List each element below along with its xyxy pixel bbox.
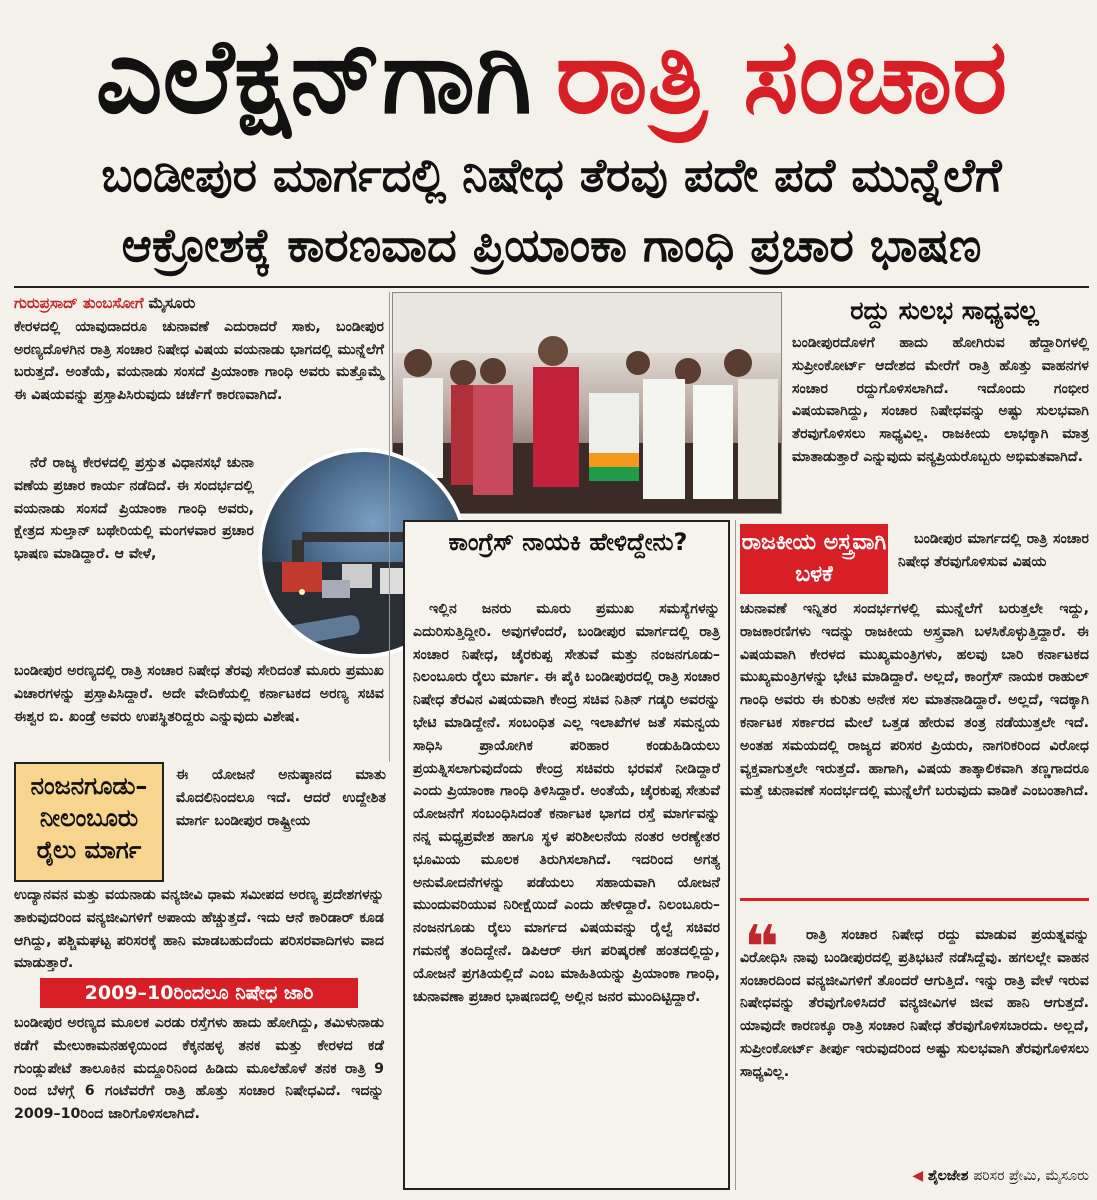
rail-text-bottom: ಉದ್ಯಾನವನ ಮತ್ತು ವಯನಾಡು ವನ್ಯಜೀವಿ ಧಾಮ ಸಮೀಪದ ಅರಣ್ಯ ಪ್ರದೇಶಗಳನ್ನು ತಾಕುವುದರಿಂದ ವನ್ಯಜೀವಿಗಳಿಗೆ ಅಪಾಯ ಹೆಚ್ಚುತ್ತದೆ. ಇದು ಆನೆ ಕಾರಿಡಾರ್ ಕೂಡ ಆಗಿದ್ದು, ಪಶ್ಚಿಮಘಟ್ಟ ಪರಿಸರಕ್ಕೆ ಹಾನಿ ಮಾಡಬಹುದೆಂದು ಪರಿಸರವಾದಿಗಳು ವಾದ ಮಾಡುತ್ತಾರೆ. (14, 887, 384, 972)
deck-line-2: ಆಕ್ರೋಶಕ್ಕೆ ಕಾರಣವಾದ ಪ್ರಿಯಾಂಕಾ ಗಾಂಧಿ ಪ್ರಚಾರ ಭಾಷಣ (121, 218, 982, 272)
attribution-name: ಶೈಲಜೇಶ (928, 1168, 969, 1184)
left-paragraph-1: ಕೇರಳದಲ್ಲಿ ಯಾವುದಾದರೂ ಚುನಾವಣೆ ಎದುರಾದರೆ ಸಾಕು, ಬಂಡೀಪುರ ಅರಣ್ಯದೊಳಗಿನ ರಾತ್ರಿ ಸಂಚಾರ ನಿಷೇಧ ವಿಷಯ ವಯನಾಡು ಭಾಗದಲ್ಲಿ ಮುನ್ನೆಲೆಗೆ ಬರುತ್ತದೆ. ಅಂತೆಯೆ, ವಯನಾಡು ಸಂಸದೆ ಪ್ರಿಯಾಂಕಾ ಗಾಂಧಿ ಅವರು ಮತ್ತೊಮ್ಮೆ ಈ ವಿಷಯವನ್ನು ಪ್ರಸ್ತಾಪಿಸಿರುವುದು ಚರ್ಚೆಗೆ ಕಾರಣವಾಗಿದೆ. (14, 318, 384, 404)
quote-top-rule (740, 898, 1089, 901)
left-paragraph-2a: ನೆರೆ ರಾಜ್ಯ ಕೇರಳದಲ್ಲಿ ಪ್ರಸ್ತುತ ವಿಧಾನಸಭೆ ಚುನಾ ವಣೆಯ ಪ್ರಚಾರ ಕಾರ್ಯ ನಡೆದಿದೆ. ಈ ಸಂದರ್ಭದಲ್ಲಿ ವಯನಾಡು ಸಂಸದೆ ಪ್ರಿಯಾಂಕಾ ಗಾಂಧಿ ಅವರು, ಕ್ಷೇತ್ರದ ಸುಲ್ತಾನ್ ಬಥೇರಿಯಲ್ಲಿ ಮಂಗಳವಾರ ಪ್ರಚಾರ ಭಾಷಣ ಮಾಡಿದ್ದಾರೆ. ಆ ವೇಳೆ, (14, 455, 254, 563)
headline-part2: ರಾತ್ರಿ ಸಂಚಾರ (555, 15, 1008, 137)
political-weapon-text: ಚುನಾವಣೆ ಇನ್ನಿತರ ಸಂದರ್ಭಗಳಲ್ಲಿ ಮುನ್ನೆಲೆಗೆ ಬರುತ್ತಲೇ ಇದ್ದು, ರಾಜಕಾರಣಿಗಳು ಇದನ್ನು ರಾಜಕೀಯ ಅಸ್ತ್ರವಾಗಿ ಬಳಸಿಕೊಳ್ಳುತ್ತಿದ್ದಾರೆ. ಈ ವಿಷಯವಾಗಿ ಕೇರಳದ ಮುಖ್ಯಮಂತ್ರಿಗಳು, ಹಲವು ಬಾರಿ ಕರ್ನಾಟಕದ ಮುಖ್ಯಮಂತ್ರಿಗಳನ್ನು ಭೇಟಿ ಮಾಡಿದ್ದಾರೆ. ಅಲ್ಲದೆ, ಕಾಂಗ್ರೆಸ್ ನಾಯಕ ರಾಹುಲ್ ಗಾಂಧಿ ಅವರು ಈ ಕುರಿತು ಅನೇಕ ಸಲ ಮಾತನಾಡಿದ್ದಾರೆ. ಅಲ್ಲದೆ, ಇದಕ್ಕಾಗಿ ಕರ್ನಾಟಕ ಸರ್ಕಾರದ ಮೇಲೆ ಒತ್ತಡ ಹೇರುವ ತಂತ್ರ ನಡೆಯುತ್ತಲೇ ಇದೆ. ಅಂತಹ ಸಮಯದಲ್ಲಿ ರಾಜ್ಯದ ಪರಿಸರ ಪ್ರಿಯರು, ನಾಗರಿಕರಿಂದ ವಿರೋಧ ವ್ಯಕ್ತವಾಗುತ್ತಲೇ ಇರುತ್ತದೆ. ಹಾಗಾಗಿ, ವಿಷಯ ತಾತ್ಕಾಲಿಕವಾಗಿ ತಣ್ಣಗಾದರೂ ಮತ್ತೆ ಚುನಾವಣೆ ಸಂದರ್ಭದಲ್ಲಿ ಮುನ್ನೆಲೆಗೆ ಬರುವುದು ವಾಡಿಕೆ ಎಂಬಂತಾಗಿದೆ. (740, 601, 1089, 800)
quote-attribution (830, 1168, 1089, 1184)
left-paragraph-2b: ಬಂಡೀಪುರ ಅರಣ್ಯದಲ್ಲಿ ರಾತ್ರಿ ಸಂಚಾರ ನಿಷೇಧ ತೆರವು ಸೇರಿದಂತೆ ಮೂರು ಪ್ರಮುಖ ವಿಚಾರಗಳನ್ನು ಪ್ರಸ್ತಾಪಿಸಿದ್ದಾರೆ. ಅದೇ ವೇದಿಕೆಯಲ್ಲಿ ಕರ್ನಾಟಕದ ಅರಣ್ಯ ಸಚಿವ ಈಶ್ವರ ಬಿ. ಖಂಡ್ರೆ ಅವರು ಉಪಸ್ಥಿತರಿದ್ದರು ಎನ್ನುವುದು ವಿಶೇಷ. (14, 663, 384, 725)
not-easy-text: ಬಂಡೀಪುರದೊಳಗೆ ಹಾದು ಹೋಗಿರುವ ಹೆದ್ದಾರಿಗಳಲ್ಲಿ ಸುಪ್ರೀಂಕೋರ್ಟ್ ಆದೇಶದ ಮೇರೆಗೆ ರಾತ್ರಿ ಹೊತ್ತು ವಾಹನಗಳ ಸಂಚಾರ ರದ್ದುಗೊಳಿಸಲಾಗಿದೆ. ಇದೊಂದು ಗಂಭೀರ ವಿಷಯವಾಗಿದ್ದು, ಸಂಚಾರ ನಿಷೇಧವನ್ನು ಅಷ್ಟು ಸುಲಭವಾಗಿ ತೆರವುಗೊಳಿಸಲು ಸಾಧ್ಯವಿಲ್ಲ. ರಾಜಕೀಯ ಲಾಭಕ್ಕಾಗಿ ಮಾತ್ರ ಮಾತಾಡುತ್ತಾರೆ ಎನ್ನುವುದು ವನ್ಯಪ್ರಿಯರೊಬ್ಬರು ಅಭಿಮತವಾಗಿದೆ. (792, 335, 1089, 465)
quote-mark-icon: ❝ (744, 913, 780, 983)
byline-place: ಮೈಸೂರು (148, 294, 196, 312)
attribution-arrow-icon: ◀ (912, 1168, 924, 1184)
quote-text: ರಾತ್ರಿ ಸಂಚಾರ ನಿಷೇಧ ರದ್ದು ಮಾಡುವ ಪ್ರಯತ್ನವನ್ನು ವಿರೋಧಿಸಿ ನಾವು ಬಂಡೀಪುರದಲ್ಲಿ ಪ್ರತಿಭಟನೆ ನಡೆಸಿದ್ದೆವು. ಹಗಲಲ್ಲೇ ವಾಹನ ಸಂಚಾರದಿಂದ ವನ್ಯಜೀವಿಗಳಿಗೆ ತೊಂದರೆ ಆಗುತ್ತಿದೆ. ಇನ್ನು ರಾತ್ರಿ ವೇಳೆ ಇರುವ ನಿಷೇಧವನ್ನು ತೆರವುಗೊಳಿಸಿದರೆ ವನ್ಯಜೀವಿಗಳ ಜೀವ ಹಾನಿ ಆಗುತ್ತದೆ. ಯಾವುದೇ ಕಾರಣಕ್ಕೂ ರಾತ್ರಿ ಸಂಚಾರ ನಿಷೇಧ ತೆರವುಗೊಳಿಸಬಾರದು. ಅಲ್ಲದೆ, ಸುಪ್ರೀಂಕೋರ್ಟ್ ತೀರ್ಪು ಇರುವುದರಿಂದ ಅಷ್ಟು ಸುಲಭವಾಗಿ ತೆರವುಗೊಳಿಸಲು ಸಾಧ್ಯವಿಲ್ಲ. (740, 927, 1089, 1080)
main-headline (14, 6, 1089, 146)
congress-box-text: ಇಲ್ಲಿನ ಜನರು ಮೂರು ಪ್ರಮುಖ ಸಮಸ್ಯೆಗಳನ್ನು ಎದುರಿಸುತ್ತಿದ್ದೀರಿ. ಅವುಗಳೆಂದರೆ, ಬಂಡೀಪುರ ಮಾರ್ಗದಲ್ಲಿ ರಾತ್ರಿ ಸಂಚಾರ ನಿಷೇಧ, ಚೈರಕುಪ್ಪ ಸೇತುವೆ ಮತ್ತು ನಂಜನಗೂಡು–ನಿಲಂಬೂರು ರೈಲು ಮಾರ್ಗ. ಈ ಪೈಕಿ ಬಂಡೀಪುರದಲ್ಲಿ ರಾತ್ರಿ ಸಂಚಾರ ನಿಷೇಧ ತೆರವಿನ ವಿಷಯವಾಗಿ ಕೇಂದ್ರ ಸಚಿವ ನಿತಿನ್ ಗಡ್ಕರಿ ಅವರನ್ನು ಭೇಟಿ ಮಾಡಿದ್ದೇನೆ. ಸಂಬಂಧಿತ ಎಲ್ಲ ಇಲಾಖೆಗಳ ಜತೆ ಸಮನ್ವಯ ಸಾಧಿಸಿ ಪ್ರಾಯೋಗಿಕ ಪರಿಹಾರ ಕಂಡುಹಿಡಿಯಲು ಪ್ರಯತ್ನಿಸಲಾಗುವುದೆಂದು ಕೇಂದ್ರ ಸಚಿವರು ಭರವಸೆ ನೀಡಿದ್ದಾರೆ ಎಂದು ಪ್ರಿಯಾಂಕಾ ಗಾಂಧಿ ತಿಳಿಸಿದ್ದಾರೆ. ಅಂತೆಯೆ, ಚೈರಕುಪ್ಪ ಸೇತುವೆ ಯೋಜನೆಗೆ ಸಂಬಂಧಿಸಿದಂತೆ ಕರ್ನಾಟಕ ಭಾಗದ ರಸ್ತೆ ಮಾರ್ಗವನ್ನು ನನ್ನ ಮಧ್ಯಪ್ರವೇಶ ಹಾಗೂ ಸ್ಥಳ ಪರಿಶೀಲನೆಯ ನಂತರ ಅರಣ್ಯೇತರ ಭೂಮಿಯ ಮೂಲಕ ತಿರುಗಿಸಲಾಗಿದೆ. ಇದರಿಂದ ಅಗತ್ಯ ಅನುಮೋದನೆಗಳನ್ನು ಪಡೆಯಲು ಸಹಾಯವಾಗಿ ಯೋಜನೆ ಮುಂದುವರಿಯುವ ನಿರೀಕ್ಷೆಯಿದೆ ಎಂದು ಹೇಳಿದ್ದಾರೆ. ನಿಲಂಬೂರು–ನಂಜನಗೂಡು ರೈಲು ಮಾರ್ಗದ ವಿಷಯವನ್ನು ರೈಲ್ವೆ ಸಚಿವರ ಗಮನಕ್ಕೆ ತಂದಿದ್ದೇನೆ. ಡಿಪಿಆರ್ ಈಗ ಪರಿಷ್ಕರಣೆ ಹಂತದಲ್ಲಿದ್ದು, ಯೋಜನೆ ಪ್ರಗತಿಯಲ್ಲಿದೆ ಎಂಬ ಮಾಹಿತಿಯನ್ನು ಪ್ರಿಯಾಂಕಾ ಗಾಂಧಿ, ಚುನಾವಣಾ ಪ್ರಚಾರ ಭಾಷಣದಲ್ಲಿ ಅಲ್ಲಿನ ಜನರ ಮುಂದಿಟ್ಟಿದ್ದಾರೆ. (413, 601, 720, 1005)
rally-photo-graphic (393, 293, 782, 514)
political-weapon-heading: ರಾಜಕೀಯ ಅಸ್ತ್ರವಾಗಿ ಬಳಕೆ (740, 524, 888, 594)
rail-text-top: ಈ ಯೋಜನೆ ಅನುಷ್ಠಾನದ ಮಾತು ಮೊದಲಿನಿಂದಲೂ ಇದೆ. ಆದರೆ ಉದ್ದೇಶಿತ ಮಾರ್ಗ ಬಂಡೀಪುರ ರಾಷ್ಟ್ರೀಯ (176, 767, 386, 829)
ban-since-text: ಬಂಡೀಪುರ ಅರಣ್ಯದ ಮೂಲಕ ಎರಡು ರಸ್ತೆಗಳು ಹಾದು ಹೋಗಿದ್ದು, ತಮಿಳುನಾಡು ಕಡೆಗೆ ಮೇಲುಕಾಮನಹಳ್ಳಿಯಿಂದ ಕೆಕ್ಕನಹಳ್ಳ ತನಕ ಮತ್ತು ಕೇರಳದ ಕಡೆ ಗುಂಡ್ಲುಪೇಟೆ ತಾಲೂಕಿನ ಮದ್ದೂರಿನಿಂದ ಹಿಡಿದು ಮೂಲೆಹೊಳೆ ತನಕ ರಾತ್ರಿ 9 ರಿಂದ ಬೆಳಗ್ಗೆ 6 ಗಂಟೆವರೆಗೆ ರಾತ್ರಿ ಹೊತ್ತು ಸಂಚಾರ ನಿಷೇಧವಿದೆ. ಇದನ್ನು 2009–10ರಿಂದ ಜಾರಿಗೊಳಿಸಲಾಗಿದೆ. (14, 1015, 384, 1123)
left-column-top (14, 292, 384, 407)
not-easy-heading: ರದ್ದು ಸುಲಭ ಸಾಧ್ಯವಲ್ಲ (850, 296, 1039, 325)
rail-line-heading: ನಂಜನಗೂಡು– ನೀಲಂಬೂರು ರೈಲು ಮಾರ್ಗ (14, 762, 164, 882)
headline-part1: ಎಲೆಕ್ಷನ್‌ಗಾಗಿ (95, 15, 532, 137)
column-divider-right (735, 520, 736, 1190)
headline-rule (14, 286, 1089, 288)
byline-author: ಗುರುಪ್ರಸಾದ್ ತುಂಬಸೋಗೆ (14, 294, 144, 312)
political-weapon-text-top: ಬಂಡೀಪುರ ಮಾರ್ಗದಲ್ಲಿ ರಾತ್ರಿ ಸಂಚಾರ ನಿಷೇಧ ತೆರವುಗೊಳಿಸುವ ವಿಷಯ (898, 531, 1089, 570)
campaign-rally-photo (392, 292, 782, 514)
attribution-role: ಪರಿಸರ ಪ್ರೇಮಿ, ಮೈಸೂರು (973, 1168, 1089, 1184)
ban-since-heading: 2009–10ರಿಂದಲೂ ನಿಷೇಧ ಜಾರಿ (40, 978, 358, 1008)
congress-box-title: ಕಾಂಗ್ರೆಸ್ ನಾಯಕಿ ಹೇಳಿದ್ದೇನು? (448, 528, 688, 556)
deck-line-1: ಬಂಡೀಪುರ ಮಾರ್ಗದಲ್ಲಿ ನಿಷೇಧ ತೆರವು ಪದೇ ಪದೆ ಮುನ್ನೆಲೆಗೆ (101, 148, 1002, 202)
column-divider-left (389, 292, 390, 762)
